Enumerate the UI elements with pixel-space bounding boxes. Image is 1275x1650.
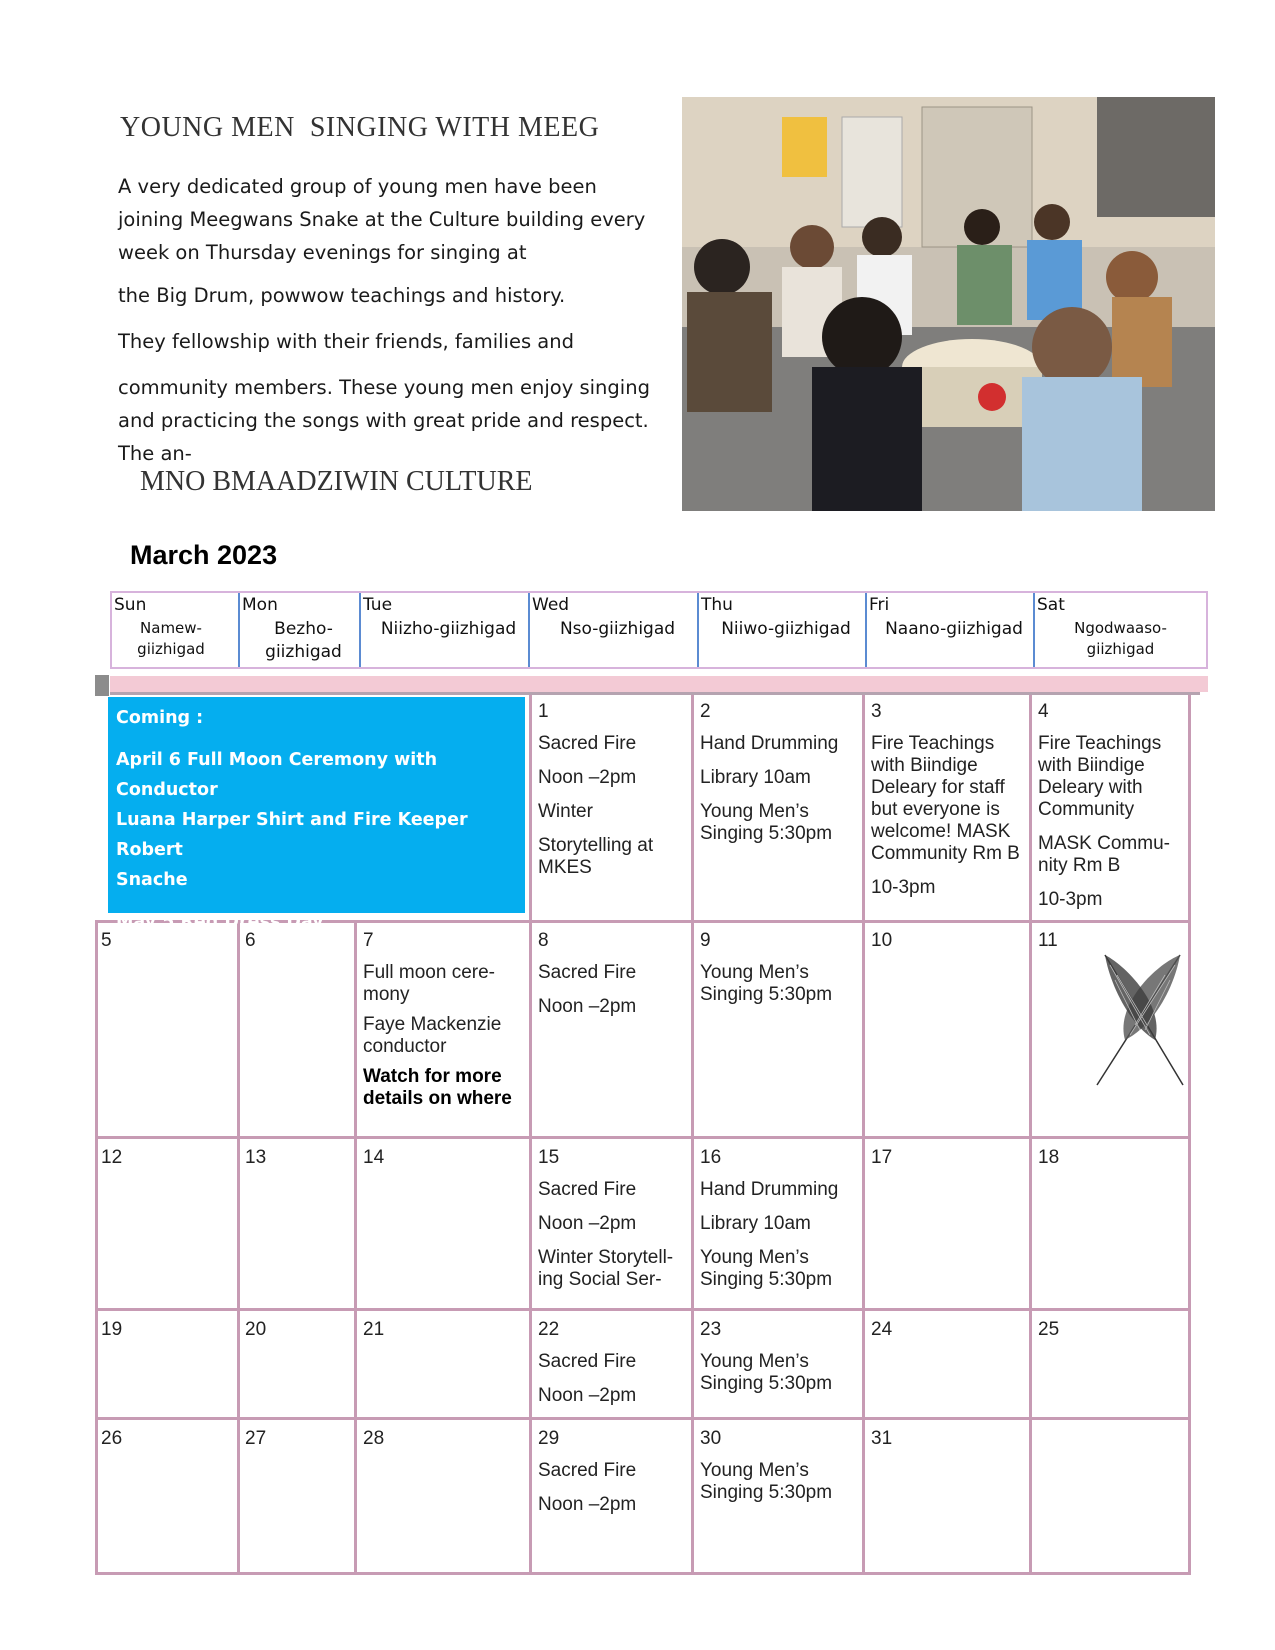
- day-number: 14: [363, 1147, 385, 1168]
- calendar-title: March 2023: [130, 540, 278, 570]
- day-number: 29: [538, 1428, 560, 1449]
- day-cell-16: [700, 1147, 860, 1303]
- grid-line: [237, 920, 240, 1575]
- day-cell-25: [1038, 1319, 1186, 1351]
- feathers-icon: [1085, 945, 1195, 1095]
- grid-line: [95, 1136, 1191, 1139]
- coming-event-line: Luana Harper Shirt and Fire Keeper Robert: [116, 810, 468, 860]
- day-cell-29: [538, 1428, 688, 1528]
- day-number: 21: [363, 1319, 385, 1340]
- day-number: 1: [538, 701, 549, 722]
- article-body: [118, 170, 658, 470]
- weekday-english: Sun: [114, 595, 147, 615]
- weekday-english: Wed: [532, 595, 570, 615]
- day-cell-10: [871, 930, 1021, 962]
- day-cell-22: [538, 1319, 688, 1419]
- event-text: 10-3pm: [871, 877, 936, 898]
- divider-line: [110, 692, 1200, 695]
- event-text: Library 10am: [700, 767, 811, 788]
- day-cell-4: [1038, 701, 1186, 923]
- day-cell-13: [245, 1147, 350, 1179]
- day-number: 2: [700, 701, 711, 722]
- event-text: Sacred Fire: [538, 1460, 637, 1481]
- day-cell-2: [700, 701, 860, 857]
- weekday-english: Mon: [242, 595, 278, 615]
- weekday-english: Thu: [701, 595, 733, 615]
- day-cell-9: [700, 930, 860, 1018]
- weekday-ojibwe: Bezho- giizhigad: [265, 619, 342, 662]
- day-number: 6: [245, 930, 256, 951]
- event-text: Sacred Fire: [538, 1351, 637, 1372]
- divider-band-pink: [110, 676, 1208, 692]
- day-cell-26: [101, 1428, 231, 1460]
- day-cell-1: [538, 701, 688, 891]
- day-cell-28: [363, 1428, 523, 1460]
- day-number: 25: [1038, 1319, 1060, 1340]
- grid-line: [1029, 695, 1032, 1575]
- event-text: Library 10am: [700, 1213, 811, 1234]
- coming-event-line: May 5 Red Dress Day: [116, 912, 324, 932]
- grid-line: [354, 920, 357, 1575]
- article-paragraph: community members. These young men enjoy singing and practicing the songs with great pride and respect. The an-: [118, 376, 650, 465]
- day-number: 7: [363, 930, 374, 951]
- day-number: 15: [538, 1147, 560, 1168]
- weekday-header-sun: [112, 593, 240, 667]
- day-number: 13: [245, 1147, 267, 1168]
- weekday-ojibwe: Namew- giizhigad: [137, 619, 205, 658]
- day-number: 28: [363, 1428, 385, 1449]
- day-number: 16: [700, 1147, 722, 1168]
- grid-line: [529, 695, 532, 1575]
- event-text: Sacred Fire: [538, 1179, 637, 1200]
- day-cell-7: [363, 930, 525, 1122]
- event-text: MASK Commu-nity Rm B: [1038, 833, 1170, 876]
- day-number: 26: [101, 1428, 123, 1449]
- day-number: 5: [101, 930, 112, 951]
- day-number: 11: [1038, 930, 1058, 951]
- grid-line: [95, 920, 98, 1575]
- event-text: Hand Drumming: [700, 1179, 839, 1200]
- day-number: 22: [538, 1319, 560, 1340]
- article-subtitle: MNO BMAADZIWIN CULTURE: [140, 466, 533, 497]
- coming-heading: Coming :: [116, 708, 204, 728]
- day-number: 8: [538, 930, 549, 951]
- day-cell-31: [871, 1428, 1021, 1460]
- grid-line: [1188, 695, 1191, 1575]
- day-number: 19: [101, 1319, 123, 1340]
- day-number: 12: [101, 1147, 123, 1168]
- day-cell-6: [245, 930, 350, 962]
- event-text: Winter: [538, 801, 593, 822]
- weekday-english: Fri: [869, 595, 890, 615]
- weekday-ojibwe: Nso-giizhigad: [559, 619, 676, 639]
- day-cell-8: [538, 930, 688, 1030]
- day-cell-15: [538, 1147, 688, 1303]
- day-number: 3: [871, 701, 882, 722]
- event-text: Fire Teachings with Biindige Deleary for staff but everyone is welcome! MASK Community Rm B: [871, 733, 1020, 864]
- day-cell-18: [1038, 1147, 1186, 1179]
- event-text: Young Men’s Singing 5:30pm: [700, 801, 833, 844]
- day-number: 30: [700, 1428, 722, 1449]
- coming-events-box: [108, 697, 525, 932]
- grid-line: [95, 1308, 1191, 1311]
- event-text: Noon –2pm: [538, 996, 637, 1017]
- event-text: Noon –2pm: [538, 1385, 637, 1406]
- weekday-ojibwe: Naano-giizhigad: [885, 619, 1023, 639]
- event-text: Faye Mackenzie conductor: [363, 1014, 502, 1057]
- day-cell-24: [871, 1319, 1021, 1351]
- day-cell-14: [363, 1147, 523, 1179]
- weekday-header-fri: [867, 593, 1035, 667]
- weekday-header-wed: [530, 593, 699, 667]
- weekday-header-mon: [240, 593, 361, 667]
- event-text: 10-3pm: [1038, 889, 1103, 910]
- article-paragraph: A very dedicated group of young men have been joining Meegwans Snake at the Culture building every week on Thursday evenings for singing at: [118, 175, 646, 264]
- day-cell-3: [871, 701, 1026, 911]
- article-paragraph: They fellowship with their friends, families and: [118, 330, 574, 353]
- coming-event-line: Snache: [116, 870, 188, 890]
- day-cell-12: [101, 1147, 231, 1179]
- day-cell-5: [101, 930, 231, 962]
- day-cell-30: [700, 1428, 860, 1516]
- event-text: Storytelling at MKES: [538, 835, 654, 878]
- weekday-header-sat: [1035, 593, 1206, 667]
- event-text: Young Men’s Singing 5:30pm: [700, 962, 833, 1005]
- event-text: Noon –2pm: [538, 1494, 637, 1515]
- event-text: Winter Storytell-ing Social Ser-: [538, 1247, 674, 1290]
- weekday-ojibwe: Ngodwaaso- giizhigad: [1074, 619, 1167, 658]
- event-text: Sacred Fire: [538, 962, 637, 983]
- divider-band-gray: [95, 675, 109, 696]
- weekday-ojibwe: Niizho-giizhigad: [380, 619, 517, 639]
- event-text: Sacred Fire: [538, 733, 637, 754]
- event-text: Full moon cere-mony: [363, 962, 495, 1005]
- event-text: Young Men’s Singing 5:30pm: [700, 1351, 833, 1394]
- grid-line: [862, 695, 865, 1575]
- weekday-ojibwe: Niiwo-giizhigad: [721, 619, 851, 639]
- event-text: Noon –2pm: [538, 1213, 637, 1234]
- day-number: 24: [871, 1319, 893, 1340]
- weekday-english: Sat: [1037, 595, 1065, 615]
- day-number: 20: [245, 1319, 267, 1340]
- day-cell-21: [363, 1319, 523, 1351]
- day-number: 31: [871, 1428, 893, 1449]
- weekday-english: Tue: [363, 595, 393, 615]
- event-text: Hand Drumming: [700, 733, 839, 754]
- group-drumming-photo: [682, 97, 1215, 511]
- day-number: 27: [245, 1428, 267, 1449]
- day-cell-27: [245, 1428, 350, 1460]
- day-cell-17: [871, 1147, 1021, 1179]
- weekday-header-tue: [361, 593, 530, 667]
- event-text: Fire Teachings with Biindige Deleary with Community: [1038, 733, 1162, 820]
- event-text: Young Men’s Singing 5:30pm: [700, 1460, 833, 1503]
- day-number: 23: [700, 1319, 722, 1340]
- grid-line: [691, 695, 694, 1575]
- event-text: Noon –2pm: [538, 767, 637, 788]
- weekday-header-thu: [699, 593, 867, 667]
- article-title: YOUNG MEN SINGING WITH MEEG: [120, 112, 600, 143]
- day-number: 18: [1038, 1147, 1060, 1168]
- day-cell-19: [101, 1319, 231, 1351]
- event-text: Watch for more details on where: [363, 1066, 512, 1109]
- event-text: Young Men’s Singing 5:30pm: [700, 1247, 833, 1290]
- article-paragraph: the Big Drum, powwow teachings and history.: [118, 284, 566, 307]
- day-cell-23: [700, 1319, 860, 1407]
- day-number: 9: [700, 930, 711, 951]
- weekday-header-row: [110, 591, 1208, 669]
- grid-line: [95, 1572, 1191, 1575]
- day-cell-20: [245, 1319, 350, 1351]
- coming-event-line: April 6 Full Moon Ceremony with Conductor: [116, 750, 438, 800]
- day-number: 17: [871, 1147, 893, 1168]
- day-number: 4: [1038, 701, 1049, 722]
- day-number: 10: [871, 930, 893, 951]
